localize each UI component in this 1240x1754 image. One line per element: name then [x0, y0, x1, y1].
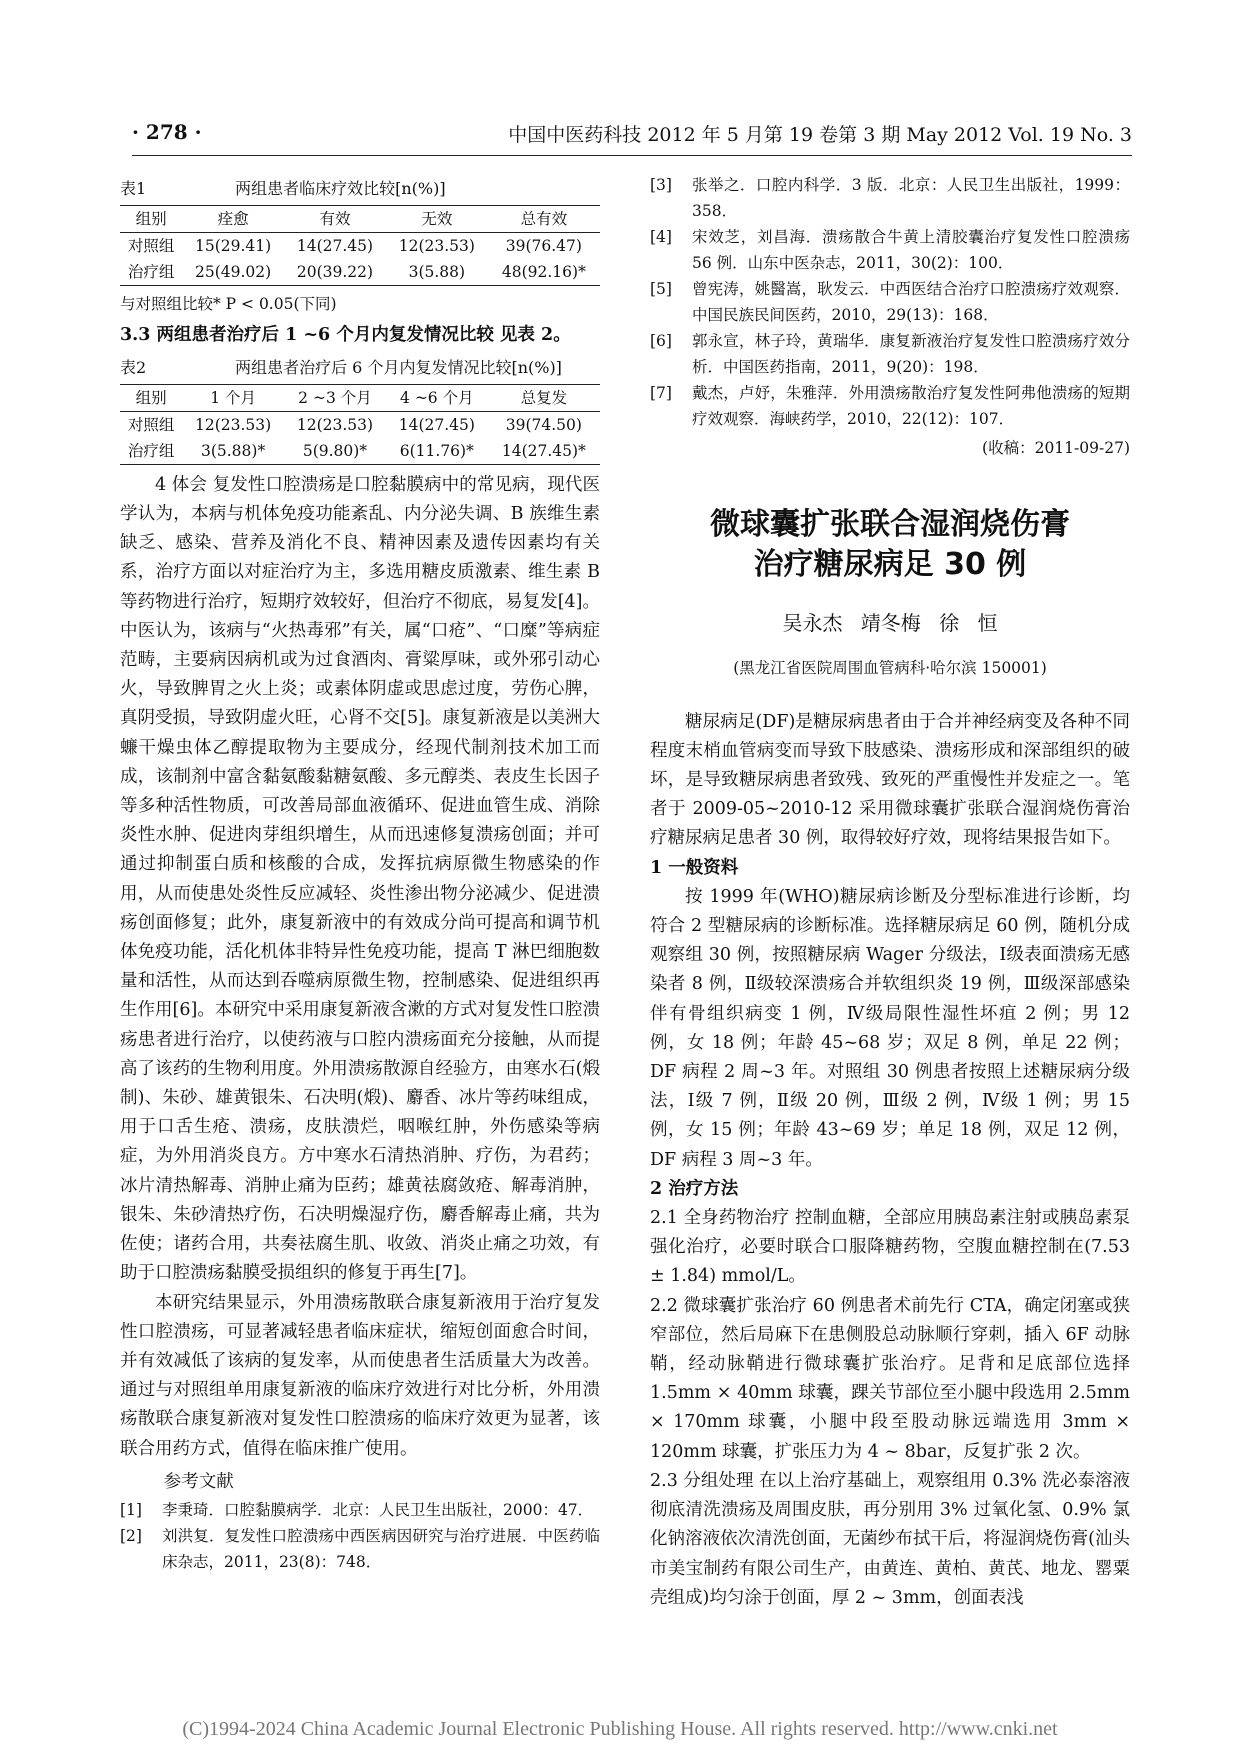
reference-item: [2] 刘洪复．复发性口腔溃疡中西医病因研究与治疗进展．中医药临床杂志，2011，23(8)：748．: [120, 1526, 600, 1571]
table-cell: 5(9.80)*: [302, 441, 368, 460]
table2-caption: 表2 两组患者治疗后 6 个月内复发情况比较[n(%)]: [120, 357, 562, 377]
article-title: 微球囊扩张联合湿润烧伤膏 治疗糖尿病足 30 例: [710, 507, 1070, 583]
table-cell: 14(27.45): [296, 237, 374, 256]
table1-note: 与对照组比较* P < 0.05(下同): [120, 295, 337, 314]
reference-item: [3] 张举之．口腔内科学．3 版．北京：人民卫生出版社，1999：358．: [650, 176, 1130, 220]
reference-item: [7] 戴杰，卢妤，朱雅萍．外用溃疡散治疗复发性阿弗他溃疡的短期疗效观察．海峡药学，2010，22(12)：107．: [650, 384, 1130, 428]
table-header-row: [120, 384, 600, 411]
section-2-1-paragraph: 2.1 全身药物治疗 控制血糖，全部应用胰岛素注射或胰岛素泵强化治疗，必要时联合口服降糖药物，空腹血糖控制在(7.53 ± 1.84) mmol/L。: [650, 1208, 1130, 1287]
table-cell: 20(39.22): [296, 263, 374, 282]
section-2-2-paragraph: 2.2 微球囊扩张治疗 60 例患者术前先行 CTA，确定闭塞或狭窄部位，然后局麻下在患侧股总动脉顺行穿刺，插入 6F 动脉鞘，经动脉鞘进行微球囊扩张治疗。足背和足底部位选择 1.5mm × 40mm 球囊，踝关节部位至小腿中段选用 2.5mm × 170mm 球囊，小腿中段至股动脉远端选用 3mm × 120mm 球囊，扩张压力为 4 ~ 8bar，反复扩张 2 次。: [650, 1295, 1130, 1462]
right-column: [650, 172, 1130, 1613]
table-header-cell: 2 ~3 个月: [298, 388, 372, 407]
table-cell: 12(23.53): [296, 415, 374, 434]
reference-item: [6] 郭永宣，林子玲，黄瑞华．康复新液治疗复发性口腔溃疡疗效分析．中国医药指南，2011，9(20)：198．: [650, 332, 1130, 376]
page-number: · 278 ·: [132, 120, 202, 144]
table-cell: 对照组: [127, 237, 175, 256]
table-cell: 14(27.45)*: [501, 441, 586, 460]
section-3-3-heading: 3.3 两组患者治疗后 1 ~6 个月内复发情况比较 见表 2。: [120, 325, 571, 346]
table-cell: 6(11.76)*: [399, 441, 474, 460]
table-cell: 25(49.02): [195, 263, 272, 282]
left-column: [120, 172, 600, 1575]
table-cell: 3(5.88)*: [200, 441, 266, 460]
conclusion-paragraph: 本研究结果显示，外用溃疡散联合康复新液用于治疗复发性口腔溃疡，可显著减轻患者临床症状，缩短创面愈合时间，并有效减低了该病的复发率，从而使患者生活质量大为改善。通过与对照组单用康复新液的临床疗效进行对比分析，外用溃疡散联合康复新液对复发性口腔溃疡的临床疗效更为显著，该联合用药方式，值得在临床推广使用。: [120, 1292, 600, 1459]
table1-caption: 表1 两组患者临床疗效比较[n(%)]: [120, 179, 446, 198]
table-header-cell: 组别: [135, 210, 167, 229]
table-header-row: [120, 206, 600, 233]
table-row: [120, 411, 600, 438]
table-header-cell: 1 个月: [210, 388, 256, 407]
table-cell: 治疗组: [127, 263, 175, 282]
reference-item: [1] 李秉琦．口腔黏膜病学．北京：人民卫生出版社，2000：47．: [120, 1500, 594, 1519]
table-cell: 3(5.88): [408, 263, 466, 282]
section-1-paragraph: 按 1999 年(WHO)糖尿病诊断及分型标准进行诊断，均符合 2 型糖尿病的诊断标准。选择糖尿病足 60 例，随机分成观察组 30 例，按照糖尿病 Wager 分级法，Ⅰ级表面溃疡无感染者 8 例，Ⅱ级较深溃疡合并软组织炎 19 例，Ⅲ级深部感染伴有骨组织病变 1 例，Ⅳ级局限性湿性坏疽 2 例；男 12 例，女 18 例；年龄 45~68 岁；双足 8 例，单足 22 例；DF 病程 2 周~3 年。对照组 30 例患者按照上述糖尿病分级法，Ⅰ级 7 例，Ⅱ级 20 例，Ⅲ级 2 例，Ⅳ级 1 例；男 15 例，女 15 例；年龄 43~69 岁；单足 18 例，双足 12 例，DF 病程 3 周~3 年。: [650, 886, 1130, 1170]
page-header: [132, 120, 1132, 152]
table-row: [120, 233, 600, 260]
received-date: (收稿：2011-09-27): [982, 439, 1130, 457]
table1: [120, 205, 600, 286]
table-cell: 12(23.53): [195, 415, 272, 434]
intro-paragraph: 糖尿病足(DF)是糖尿病患者由于合并神经病变及各种不同程度末梢血管病变而导致下肢感染、溃疡形成和深部组织的破坏，是导致糖尿病患者致残、致死的严重慢性并发症之一。笔者于 2009-05~2010-12 采用微球囊扩张联合湿润烧伤膏治疗糖尿病足患者 30 例，取得较好疗效，现将结果报告如下。: [650, 711, 1130, 849]
table-header-cell: 有效: [319, 210, 351, 229]
table-cell: 48(92.16)*: [501, 263, 586, 282]
header-rule: [132, 155, 1132, 156]
table-cell: 对照组: [127, 415, 175, 434]
section-2-3-paragraph: 2.3 分组处理 在以上治疗基础上，观察组用 0.3% 洗必泰溶液彻底清洗溃疡及周围皮肤，再分别用 3% 过氧化氢、0.9% 氯化钠溶液依次清洗创面，无菌纱布拭干后，将湿润烧伤膏(汕头市美宝制药有限公司生产，由黄连、黄柏、黄芪、地龙、罂粟壳组成)均匀涂于创面，厚 2 ~ 3mm，创面表浅: [650, 1470, 1130, 1608]
table-header-cell: 痊愈: [217, 210, 249, 229]
table-header-cell: 无效: [421, 210, 453, 229]
table-cell: 14(27.45): [398, 415, 475, 434]
table-header-cell: 总复发: [520, 388, 568, 407]
table-cell: 治疗组: [127, 441, 175, 460]
table-row: [120, 438, 600, 465]
article-authors: 吴永杰 靖冬梅 徐 恒: [782, 611, 998, 636]
running-head: 中国中医药科技 2012 年 5 月第 19 卷第 3 期 May 2012 Vol. 19 No. 3: [508, 124, 1132, 146]
table-header-cell: 组别: [135, 388, 167, 407]
references-heading: 参考文献: [163, 1471, 234, 1492]
table-row: [120, 259, 600, 286]
table-header-cell: 4 ~6 个月: [400, 388, 474, 407]
table-header-cell: 总有效: [520, 210, 568, 229]
reference-item: [4] 宋效芝，刘昌海．溃疡散合牛黄上清胶囊治疗复发性口腔溃疡 56 例．山东中医杂志，2011，30(2)：100．: [650, 228, 1130, 272]
table-cell: 12(23.53): [398, 237, 475, 256]
section-2-heading: 2 治疗方法: [650, 1178, 739, 1199]
table2: [120, 384, 600, 465]
table-cell: 15(29.41): [195, 237, 272, 256]
section-1-heading: 1 一般资料: [650, 857, 739, 878]
reference-item: [5] 曾宪涛，姚醫嵩，耿发云．中西医结合治疗口腔溃疡疗效观察．中国民族民间医药，2010，29(13)：168．: [650, 280, 1130, 324]
table-cell: 39(76.47): [505, 237, 582, 256]
copyright-footer: (C)1994-2024 China Academic Journal Electronic Publishing House. All rights reserved. http://www.cnki.net: [182, 1718, 1058, 1740]
table-cell: 39(74.50): [505, 415, 582, 434]
article-affiliation: (黑龙江省医院周围血管病科·哈尔滨 150001): [733, 659, 1047, 678]
discussion-paragraph: 4 体会 复发性口腔溃疡是口腔黏膜病中的常见病，现代医学认为，本病与机体免疫功能紊乱、内分泌失调、B 族维生素缺乏、感染、营养及消化不良、精神因素及遗传因素均有关系，治疗方面以对症治疗为主，多选用糖皮质激素、维生素 B 等药物进行治疗，短期疗效较好，但治疗不彻底，易复发[4]。中医认为，该病与“火热毒邪”有关，属“口疮”、“口糜”等病症范畴，主要病因病机或为过食酒肉、膏粱厚味，或外邪引动心火，导致脾胃之火上炎；或素体阴虚或思虑过度，劳伤心脾，真阴受损，导致阴虚火旺，心肾不交[5]。康复新液是以美洲大蠊干燥虫体乙醇提取物为主要成分，经现代制剂技术加工而成，该制剂中富含黏氨酸黏糖氨酸、多元醇类、表皮生长因子等多种活性物质，可改善局部血液循环、促进血管生成、消除炎性水肿、促进肉芽组织增生，从而迅速修复溃疡创面；并可通过抑制蛋白质和核酸的合成，发挥抗病原微生物感染的作用，从而使患处炎性反应减轻、炎性渗出物分泌减少、促进溃疡创面修复；此外，康复新液中的有效成分尚可提高和调节机体免疫功能，活化机体非特异性免疫功能，提高 T 淋巴细胞数量和活性，从而达到吞噬病原微生物，控制感染、促进组织再生作用[6]。本研究中采用康复新液含漱的方式对复发性口腔溃疡患者进行治疗，以使药液与口腔内溃疡面充分接触，从而提高了该药的生物利用度。外用溃疡散源自经验方，由寒水石(煅制)、朱砂、雄黄银朱、石决明(煅)、麝香、冰片等药味组成，用于口舌生疮、溃疡，皮肤溃烂，咽喉红肿，外伤感染等病症，为外用消炎良方。方中寒水石清热消肿、疗伤，为君药；冰片清热解毒、消肿止痛为臣药；雄黄祛腐敛疮、解毒消肿，银朱、朱砂清热疗伤，石决明燥湿疗伤，麝香解毒止痛，共为佐使；诸药合用，共奏祛腐生肌、收敛、消炎止痛之功效，有助于口腔溃疡黏膜受损组织的修复于再生[7]。: [120, 474, 600, 1284]
